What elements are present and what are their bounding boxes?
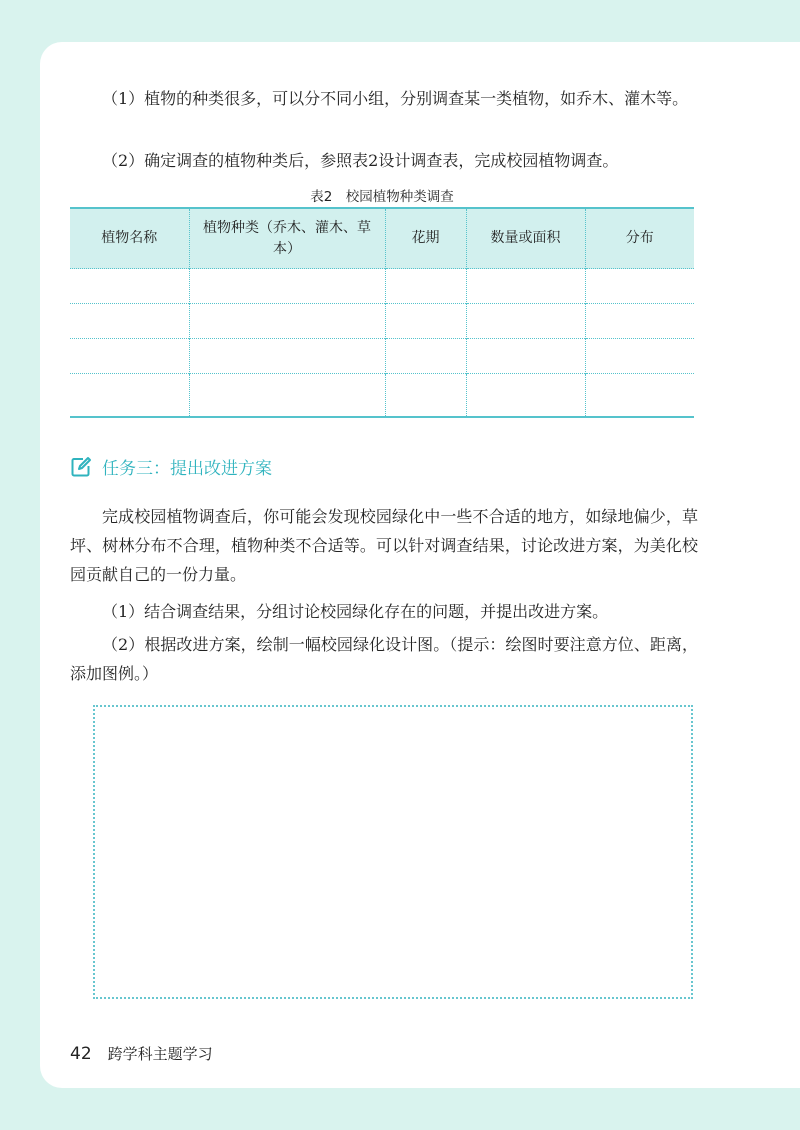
table-row — [70, 304, 694, 339]
table-cell[interactable] — [466, 304, 585, 339]
book-title: 跨学科主题学习 — [107, 1045, 213, 1063]
task3-heading — [70, 454, 272, 479]
table-cell[interactable] — [585, 304, 694, 339]
table-caption: 表2 校园植物种类调查 — [310, 189, 454, 205]
task3-item-2: （2）根据改进方案，绘制一幅校园绿化设计图。（提示：绘图时要注意方位、距离，添加图例。） — [70, 635, 698, 683]
drawing-area[interactable] — [93, 705, 693, 999]
task3-paragraph: 完成校园植物调查后，你可能会发现校园绿化中一些不合适的地方，如绿地偏少，草坪、树林分布不合理，植物种类不合适等。可以针对调查结果，讨论改进方案，为美化校园贡献自己的一份力量。 — [70, 507, 698, 584]
page-footer — [70, 1043, 213, 1064]
table-header-row — [70, 208, 694, 269]
table-cell[interactable] — [189, 339, 385, 374]
col-distribution: 分布 — [585, 208, 694, 269]
table-cell[interactable] — [466, 339, 585, 374]
page-number: 42 — [70, 1044, 92, 1064]
col-flowering: 花期 — [385, 208, 466, 269]
intro-item-2: （2）确定调查的植物种类后，参照表2设计调查表，完成校园植物调查。 — [102, 151, 619, 170]
table-row — [70, 374, 694, 418]
col-plant-name: 植物名称 — [70, 208, 189, 269]
intro-item-1: （1）植物的种类很多，可以分不同小组，分别调查某一类植物，如乔木、灌木等。 — [102, 89, 689, 108]
table-cell[interactable] — [585, 269, 694, 304]
col-plant-type: 植物种类（乔木、灌木、草本） — [189, 208, 385, 269]
plant-survey-table — [70, 207, 694, 418]
table-cell[interactable] — [385, 269, 466, 304]
table-cell[interactable] — [70, 339, 189, 374]
task3-title: 任务三：提出改进方案 — [102, 459, 272, 479]
table-cell[interactable] — [385, 304, 466, 339]
table-cell[interactable] — [585, 339, 694, 374]
table-cell[interactable] — [70, 304, 189, 339]
table-row — [70, 339, 694, 374]
table-cell[interactable] — [385, 374, 466, 418]
table-row — [70, 269, 694, 304]
table-cell[interactable] — [189, 304, 385, 339]
table-cell[interactable] — [466, 374, 585, 418]
table-cell[interactable] — [70, 374, 189, 418]
table-cell[interactable] — [385, 339, 466, 374]
edit-note-icon — [70, 456, 92, 478]
table-cell[interactable] — [70, 269, 189, 304]
task3-item-1: （1）结合调查结果，分组讨论校园绿化存在的问题，并提出改进方案。 — [102, 602, 609, 621]
table-cell[interactable] — [585, 374, 694, 418]
table-cell[interactable] — [189, 374, 385, 418]
table-cell[interactable] — [466, 269, 585, 304]
col-quantity: 数量或面积 — [466, 208, 585, 269]
table-cell[interactable] — [189, 269, 385, 304]
